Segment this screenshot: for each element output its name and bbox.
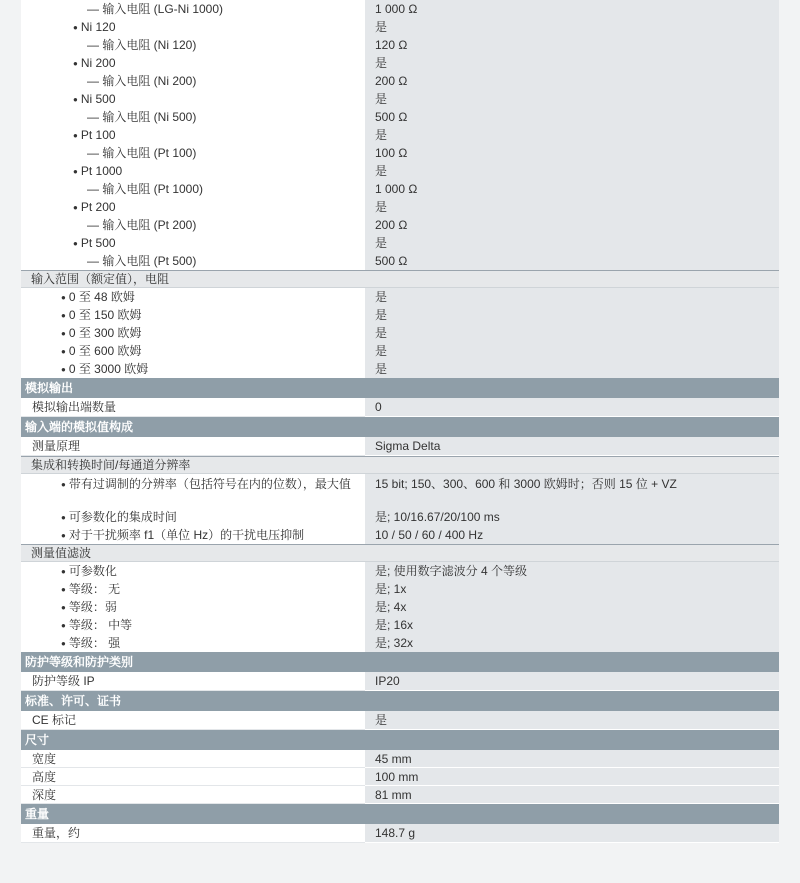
spec-label: — 输入电阻 (Pt 500) — [21, 252, 365, 270]
spec-label: — 输入电阻 (Pt 100) — [21, 144, 365, 162]
spec-label: ● 等级： 中等 — [21, 616, 365, 634]
spec-value: 是 — [365, 360, 779, 378]
spec-value: 1 000 Ω — [365, 180, 779, 198]
spec-label: ● Pt 500 — [21, 234, 365, 252]
spec-row — [21, 126, 779, 144]
spec-label: ● 0 至 48 欧姆 — [21, 288, 365, 306]
spec-label: CE 标记 — [21, 711, 365, 730]
spec-label: — 输入电阻 (LG-Ni 1000) — [21, 0, 365, 18]
spec-label: ● 等级： 强 — [21, 634, 365, 652]
section-header-analog-value-formation: 输入端的模拟值构成 — [21, 417, 779, 437]
spec-value: 148.7 g — [365, 824, 779, 843]
spec-value: 是 — [365, 162, 779, 180]
spec-sheet — [21, 0, 779, 843]
spec-row — [21, 508, 779, 526]
spec-label: ● 0 至 300 欧姆 — [21, 324, 365, 342]
section-header-analog-output: 模拟输出 — [21, 378, 779, 398]
spec-value: 是 — [365, 126, 779, 144]
spec-row — [21, 616, 779, 634]
spec-value: 500 Ω — [365, 108, 779, 126]
spec-value: 是 — [365, 90, 779, 108]
spec-label: ● Pt 100 — [21, 126, 365, 144]
spec-row — [21, 526, 779, 544]
spec-label: ● 带有过调制的分辨率（包括符号在内的位数），最大值 — [21, 474, 365, 508]
spec-value: 是 — [365, 711, 779, 730]
spec-label: — 输入电阻 (Ni 120) — [21, 36, 365, 54]
spec-row — [21, 54, 779, 72]
subsection-header-integration: 集成和转换时间/每通道分辨率 — [21, 456, 779, 474]
spec-row — [21, 398, 779, 417]
spec-label: 深度 — [21, 786, 365, 804]
spec-value: 是 — [365, 324, 779, 342]
spec-row — [21, 768, 779, 786]
spec-value: 是; 1x — [365, 580, 779, 598]
spec-label: 防护等级 IP — [21, 672, 365, 691]
spec-value: 15 bit; 150、300、600 和 3000 欧姆时；否则 15 位 + VZ — [365, 474, 779, 508]
spec-value: IP20 — [365, 672, 779, 691]
spec-label: ● Ni 500 — [21, 90, 365, 108]
spec-value: 0 — [365, 398, 779, 417]
spec-row — [21, 324, 779, 342]
section-header-weight: 重量 — [21, 804, 779, 824]
spec-value: 1 000 Ω — [365, 0, 779, 18]
spec-value: 10 / 50 / 60 / 400 Hz — [365, 526, 779, 544]
spec-value: 是 — [365, 18, 779, 36]
spec-row — [21, 598, 779, 616]
spec-value: 是 — [365, 198, 779, 216]
spec-row — [21, 824, 779, 843]
spec-row — [21, 144, 779, 162]
spec-row — [21, 711, 779, 730]
spec-value: 是; 32x — [365, 634, 779, 652]
spec-row — [21, 580, 779, 598]
spec-label: ● 0 至 600 欧姆 — [21, 342, 365, 360]
spec-label: ● 0 至 3000 欧姆 — [21, 360, 365, 378]
spec-row — [21, 234, 779, 252]
spec-value: 是 — [365, 342, 779, 360]
spec-label: ● 0 至 150 欧姆 — [21, 306, 365, 324]
spec-value: 是; 使用数字滤波分 4 个等级 — [365, 562, 779, 580]
spec-value: 是; 4x — [365, 598, 779, 616]
spec-row — [21, 786, 779, 804]
spec-value: 是 — [365, 288, 779, 306]
spec-label: ● 对于干扰频率 f1（单位 Hz）的干扰电压抑制 — [21, 526, 365, 544]
spec-row — [21, 162, 779, 180]
spec-row — [21, 562, 779, 580]
spec-row — [21, 180, 779, 198]
spec-label: — 输入电阻 (Pt 1000) — [21, 180, 365, 198]
spec-row — [21, 108, 779, 126]
spec-value: 是 — [365, 54, 779, 72]
subsection-header-resistance-range: 输入范围（额定值），电阻 — [21, 270, 779, 288]
spec-label: ● 可参数化的集成时间 — [21, 508, 365, 526]
spec-value: 200 Ω — [365, 72, 779, 90]
spec-label: — 输入电阻 (Pt 200) — [21, 216, 365, 234]
spec-value: 81 mm — [365, 786, 779, 804]
spec-label: ● Ni 120 — [21, 18, 365, 36]
spec-label: 模拟输出端数量 — [21, 398, 365, 417]
spec-row — [21, 342, 779, 360]
spec-value: 是; 16x — [365, 616, 779, 634]
spec-label: ● 可参数化 — [21, 562, 365, 580]
spec-row — [21, 90, 779, 108]
spec-row — [21, 18, 779, 36]
spec-value: 是 — [365, 234, 779, 252]
spec-value: 45 mm — [365, 750, 779, 768]
spec-label: — 输入电阻 (Ni 500) — [21, 108, 365, 126]
spec-label: ● Pt 1000 — [21, 162, 365, 180]
rtd-list — [21, 0, 779, 270]
spec-row — [21, 306, 779, 324]
spec-row — [21, 252, 779, 270]
spec-value: 100 mm — [365, 768, 779, 786]
spec-label: 测量原理 — [21, 437, 365, 456]
spec-label: 高度 — [21, 768, 365, 786]
spec-label: ● 等级： 无 — [21, 580, 365, 598]
spec-row — [21, 360, 779, 378]
spec-value: 200 Ω — [365, 216, 779, 234]
spec-row — [21, 634, 779, 652]
spec-row — [21, 437, 779, 456]
subsection-header-smoothing: 测量值滤波 — [21, 544, 779, 562]
section-header-standards: 标准、许可、证书 — [21, 691, 779, 711]
spec-label: — 输入电阻 (Ni 200) — [21, 72, 365, 90]
spec-label: 重量，约 — [21, 824, 365, 843]
spec-row — [21, 288, 779, 306]
spec-row — [21, 672, 779, 691]
spec-row — [21, 72, 779, 90]
spec-value: 100 Ω — [365, 144, 779, 162]
spec-row — [21, 36, 779, 54]
spec-value: 120 Ω — [365, 36, 779, 54]
spec-row — [21, 216, 779, 234]
spec-row — [21, 474, 779, 508]
section-header-dimensions: 尺寸 — [21, 730, 779, 750]
spec-label: ● Ni 200 — [21, 54, 365, 72]
spec-row — [21, 198, 779, 216]
spec-label: 宽度 — [21, 750, 365, 768]
spec-value: 500 Ω — [365, 252, 779, 270]
section-header-protection: 防护等级和防护类别 — [21, 652, 779, 672]
spec-row — [21, 0, 779, 18]
spec-value: Sigma Delta — [365, 437, 779, 456]
spec-row — [21, 750, 779, 768]
spec-label: ● 等级：弱 — [21, 598, 365, 616]
spec-value: 是 — [365, 306, 779, 324]
spec-value: 是; 10/16.67/20/100 ms — [365, 508, 779, 526]
spec-label: ● Pt 200 — [21, 198, 365, 216]
